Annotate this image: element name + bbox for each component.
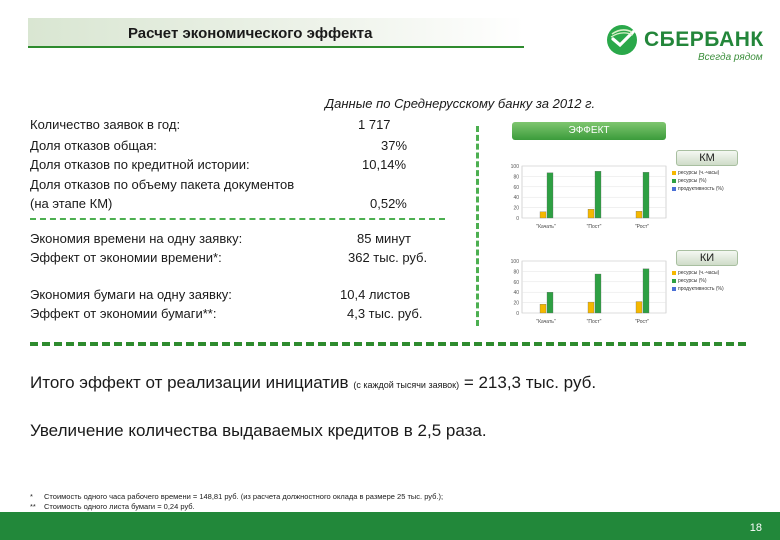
bar <box>540 304 546 313</box>
paper-label: Эффект от экономии бумаги**: <box>30 306 217 321</box>
x-tick-label: "Пост" <box>586 319 602 325</box>
y-tick-label: 40 <box>513 195 519 202</box>
legend-swatch <box>672 171 676 175</box>
legend-label: ресурсы (%) <box>678 178 707 184</box>
y-tick-label: 80 <box>513 269 519 276</box>
data-subtitle: Данные по Среднерусскому банку за 2012 г. <box>325 96 596 111</box>
legend-label: ресурсы (%) <box>678 278 707 284</box>
metric-label: Доля отказов общая: <box>30 138 157 153</box>
y-tick-label: 60 <box>513 279 519 286</box>
credit-increase: Увеличение количества выдаваемых кредитов в 2,5 раза. <box>30 421 487 440</box>
footnote-mark: * <box>30 492 33 501</box>
bar <box>588 209 594 218</box>
bar <box>636 302 642 313</box>
legend-label: продуктивность (%) <box>678 186 724 192</box>
bar <box>636 211 642 218</box>
km-chart <box>500 160 670 232</box>
time-label: Экономия времени на одну заявку: <box>30 231 243 246</box>
x-tick-label: "Пост" <box>586 224 602 230</box>
time-value: 362 тыс. руб. <box>348 250 428 265</box>
legend-swatch <box>672 279 676 283</box>
legend-label: ресурсы (ч.-часы) <box>678 170 720 176</box>
page-number: 18 <box>749 522 762 534</box>
y-tick-label: 0 <box>516 311 519 317</box>
y-tick-label: 20 <box>513 300 519 307</box>
footer-bar <box>0 512 780 540</box>
y-tick-label: 0 <box>516 216 519 222</box>
paper-value: 4,3 тыс. руб. <box>347 306 423 321</box>
effect-button[interactable]: ЭФФЕКТ <box>512 122 666 140</box>
legend-label: продуктивность (%) <box>678 286 724 292</box>
metric-label: Количество заявок в год: <box>30 117 181 132</box>
separator-line <box>30 218 445 220</box>
x-tick-label: "Рост" <box>634 224 650 230</box>
bar <box>547 292 553 313</box>
x-tick-label: "Качать" <box>536 319 556 325</box>
paper-value: 10,4 листов <box>340 287 411 302</box>
legend-item <box>672 286 742 292</box>
paper-label: Экономия бумаги на одну заявку: <box>30 287 232 302</box>
vertical-separator <box>476 126 479 326</box>
legend-swatch <box>672 287 676 291</box>
x-tick-label: "Рост" <box>634 319 650 325</box>
metric-label: Доля отказов по объему пакета документов <box>30 177 295 192</box>
legend-swatch <box>672 187 676 191</box>
bar <box>547 173 553 218</box>
legend-item <box>672 170 742 176</box>
y-tick-label: 20 <box>513 205 519 212</box>
total-note: (с каждой тысячи заявок) <box>353 380 460 390</box>
km-tag: КМ <box>676 150 738 166</box>
bar <box>595 171 601 218</box>
ki-chart-legend <box>672 270 742 294</box>
bar <box>588 302 594 313</box>
y-tick-label: 40 <box>513 290 519 297</box>
metric-value: 37% <box>381 138 408 153</box>
total-prefix: Итого эффект от реализации инициатив <box>30 373 349 392</box>
x-tick-label: "Качать" <box>536 224 556 230</box>
footnote-mark: ** <box>30 502 36 511</box>
legend-item <box>672 178 742 184</box>
footnote-text: Стоимость одного часа рабочего времени = 148,81 руб. (из расчета должностного оклада в размере 25 тыс. руб.); <box>44 492 444 501</box>
time-value: 85 минут <box>357 231 411 246</box>
ki-chart <box>500 255 670 327</box>
legend-label: ресурсы (ч.-часы) <box>678 270 720 276</box>
y-tick-label: 60 <box>513 184 519 191</box>
bar <box>540 212 546 218</box>
metric-label: (на этапе КМ) <box>30 196 113 211</box>
total-effect <box>30 373 596 393</box>
metric-value: 1 717 <box>358 117 391 132</box>
footnote-text: Стоимость одного листа бумаги = 0,24 руб. <box>44 502 195 511</box>
title-bar <box>28 18 524 48</box>
metric-value: 0,52% <box>370 196 407 211</box>
section-divider <box>30 342 746 346</box>
metric-value: 10,14% <box>362 157 407 172</box>
legend-item <box>672 186 742 192</box>
km-chart-legend <box>672 170 742 194</box>
y-tick-label: 100 <box>510 259 519 265</box>
time-label: Эффект от экономии времени*: <box>30 250 222 265</box>
bar <box>643 172 649 218</box>
bar <box>595 274 601 313</box>
legend-swatch <box>672 179 676 183</box>
metric-label: Доля отказов по кредитной истории: <box>30 157 250 172</box>
logo-tagline: Всегда рядом <box>698 52 763 63</box>
legend-item <box>672 270 742 276</box>
y-tick-label: 100 <box>510 164 519 170</box>
ki-tag: КИ <box>676 250 738 266</box>
bar <box>643 269 649 313</box>
legend-item <box>672 278 742 284</box>
total-suffix: = 213,3 тыс. руб. <box>463 373 597 392</box>
logo <box>606 22 766 68</box>
sberbank-logo-icon <box>606 24 638 56</box>
page-title: Расчет экономического эффекта <box>128 25 373 42</box>
legend-swatch <box>672 271 676 275</box>
logo-name: СБЕРБАНК <box>644 28 764 51</box>
y-tick-label: 80 <box>513 174 519 181</box>
